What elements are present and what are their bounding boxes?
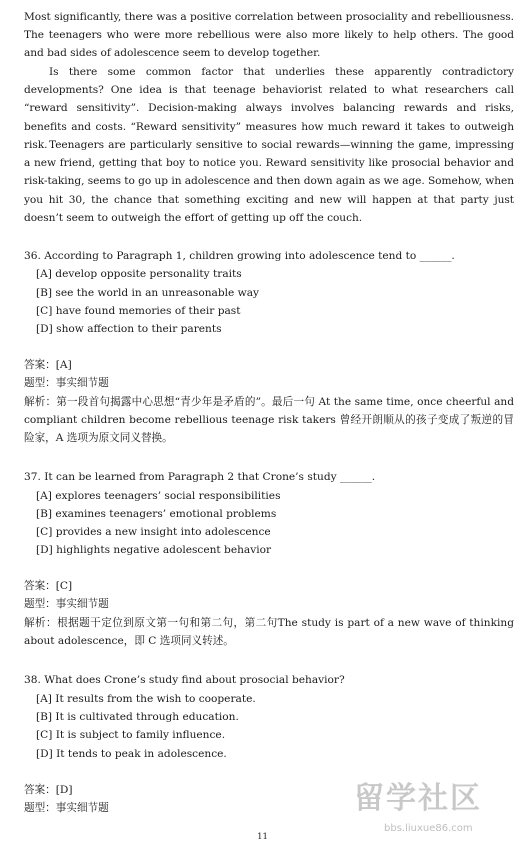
question-37-option-d: [D] highlights negative adolescent behavior xyxy=(36,544,272,556)
watermark-logo-text: 留学社区 xyxy=(354,781,482,816)
question-36-option-d: [D] show affection to their parents xyxy=(36,323,222,335)
question-36-analysis: 解析：第一段首句揭露中心思想“青少年是矛盾的”。最后一句 At the same time, once cheerful and compliant children become rebellious teenage risk takers 曾经开朗顺从的孩子变成了叛逆的冒险家，A 选项为原文同义替换。 xyxy=(24,396,514,445)
question-36-option-b: [B] see the world in an unreasonable way xyxy=(36,287,260,299)
question-38-type: 题型：事实细节题 xyxy=(24,802,109,814)
question-36-answer: 答案：[A] xyxy=(24,359,72,371)
page-number: 11 xyxy=(257,832,268,842)
question-37-answer: 答案：[C] xyxy=(24,580,73,592)
question-36-option-c: [C] have found memories of their past xyxy=(36,305,241,317)
question-38-option-b: [B] It is cultivated through education. xyxy=(36,711,239,723)
question-38-answer: 答案：[D] xyxy=(24,784,73,796)
question-37-type: 题型：事实细节题 xyxy=(24,598,109,610)
question-38-option-d: [D] It tends to peak in adolescence. xyxy=(36,748,227,760)
question-37-analysis: 解析：根据题干定位到原文第一句和第二句，第二句The study is part of a new wave of thinking about adolescence，即 C 选项同义转述。 xyxy=(24,617,514,648)
question-37-stem: 37. It can be learned from Paragraph 2 that Crone’s study ______. xyxy=(24,471,376,483)
question-36-type: 题型：事实细节题 xyxy=(24,377,109,389)
passage-paragraph-3: Teenagers are particularly sensitive to social rewards—winning the game, impressing a new friend, getting that boy to notice you. Reward sensitivity like prosocial behavior and risk-taking, seems to go up in adolescence and then down again as we age. Somehow, when you hit 30, the chance that something exciting and new will happen at that party just doesn’t seem to outweigh the effort of getting up off the couch. xyxy=(24,139,514,224)
question-36-option-a: [A] develop opposite personality traits xyxy=(36,268,242,280)
watermark-url: bbs.liuxue86.com xyxy=(384,823,473,834)
passage-paragraph-2: Is there some common factor that underlies these apparently contradictory developments? One idea is that teenage behaviorist related to what researchers call “reward sensitivity”. Decision-making always involves balancing rewards and risks, benefits and costs. “Reward sensitivity” measures how much reward it takes to outweigh risk. xyxy=(24,66,514,151)
passage-paragraph-1: Most significantly, there was a positive correlation between prosociality and rebelliousness. The teenagers who were more rebellious were also more likely to help others. The good and bad sides of adolescence seem to develop together. xyxy=(24,11,514,60)
question-37-option-c: [C] provides a new insight into adolescence xyxy=(36,526,271,538)
question-38-option-a: [A] It results from the wish to cooperate. xyxy=(36,693,256,705)
question-36-stem: 36. According to Paragraph 1, children growing into adolescence tend to ______. xyxy=(24,250,455,262)
question-37-option-a: [A] explores teenagers’ social responsibilities xyxy=(36,490,281,502)
question-38-stem: 38. What does Crone’s study find about prosocial behavior? xyxy=(24,674,345,686)
question-37-option-b: [B] examines teenagers’ emotional problems xyxy=(36,508,277,520)
question-38-option-c: [C] It is subject to family influence. xyxy=(36,729,226,741)
